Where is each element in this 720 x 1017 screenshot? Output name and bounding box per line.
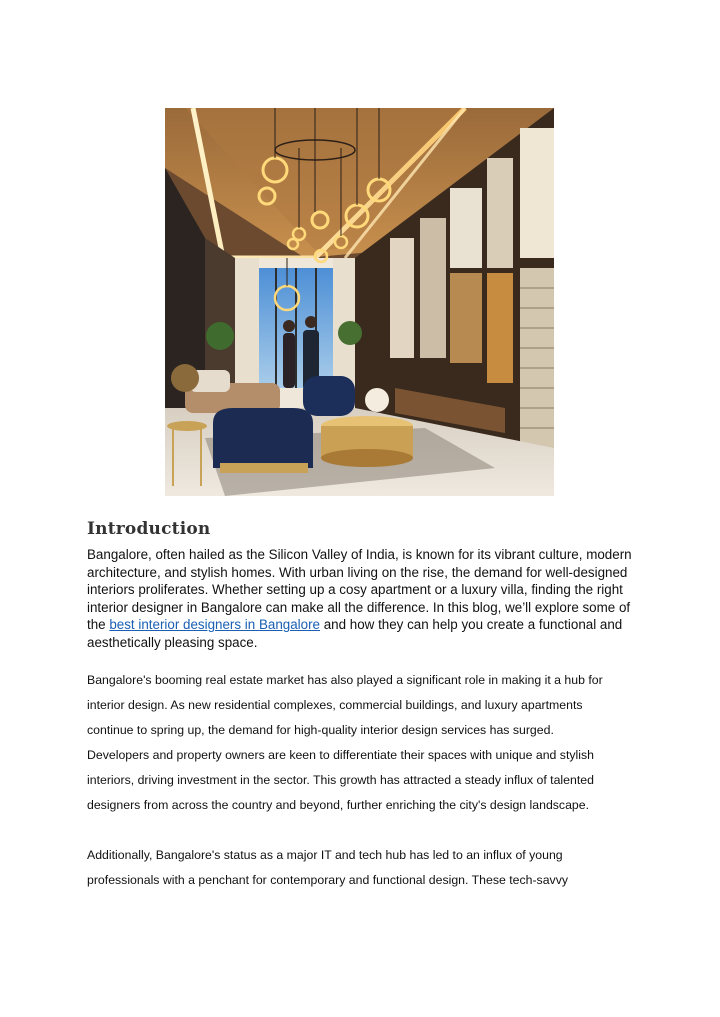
best-interior-designers-link[interactable]: best interior designers in Bangalore (109, 617, 320, 633)
intro-paragraph (87, 546, 647, 652)
market-paragraph (87, 668, 647, 818)
intro-text-before-link: Bangalore, often hailed as the Silicon Valley of India, is known for its vibrant culture, modern architecture, and stylish homes. With urban living on the rise, the demand for well-designed interiors proliferates. Whether setting up a cosy apartment or a luxury villa, finding the right interior designer in Bangalore can make all the difference. In this blog, we’ll explore some of the (87, 547, 632, 633)
paragraph-line: designers from across the country and beyond, further enriching the city's design landscape. (87, 798, 590, 812)
hero-image (165, 108, 554, 496)
paragraph-line: interiors, driving investment in the sector. This growth has attracted a steady influx of talented (87, 773, 594, 787)
tech-hub-paragraph (87, 843, 647, 893)
paragraph-line: Developers and property owners are keen to differentiate their spaces with unique and stylish (87, 748, 594, 762)
paragraph-line: Additionally, Bangalore's status as a major IT and tech hub has led to an influx of young (87, 848, 563, 862)
paragraph-line: professionals with a penchant for contemporary and functional design. These tech-savvy (87, 873, 568, 887)
paragraph-line: interior design. As new residential complexes, commercial buildings, and luxury apartments (87, 698, 583, 712)
paragraph-line: Bangalore's booming real estate market has also played a significant role in making it a hub for (87, 673, 603, 687)
section-heading: Introduction (87, 519, 211, 539)
paragraph-line: continue to spring up, the demand for high-quality interior design services has surged. (87, 723, 554, 737)
intro-text-after-link: and how they can help you create a functional and aesthetically pleasing space. (87, 617, 623, 650)
